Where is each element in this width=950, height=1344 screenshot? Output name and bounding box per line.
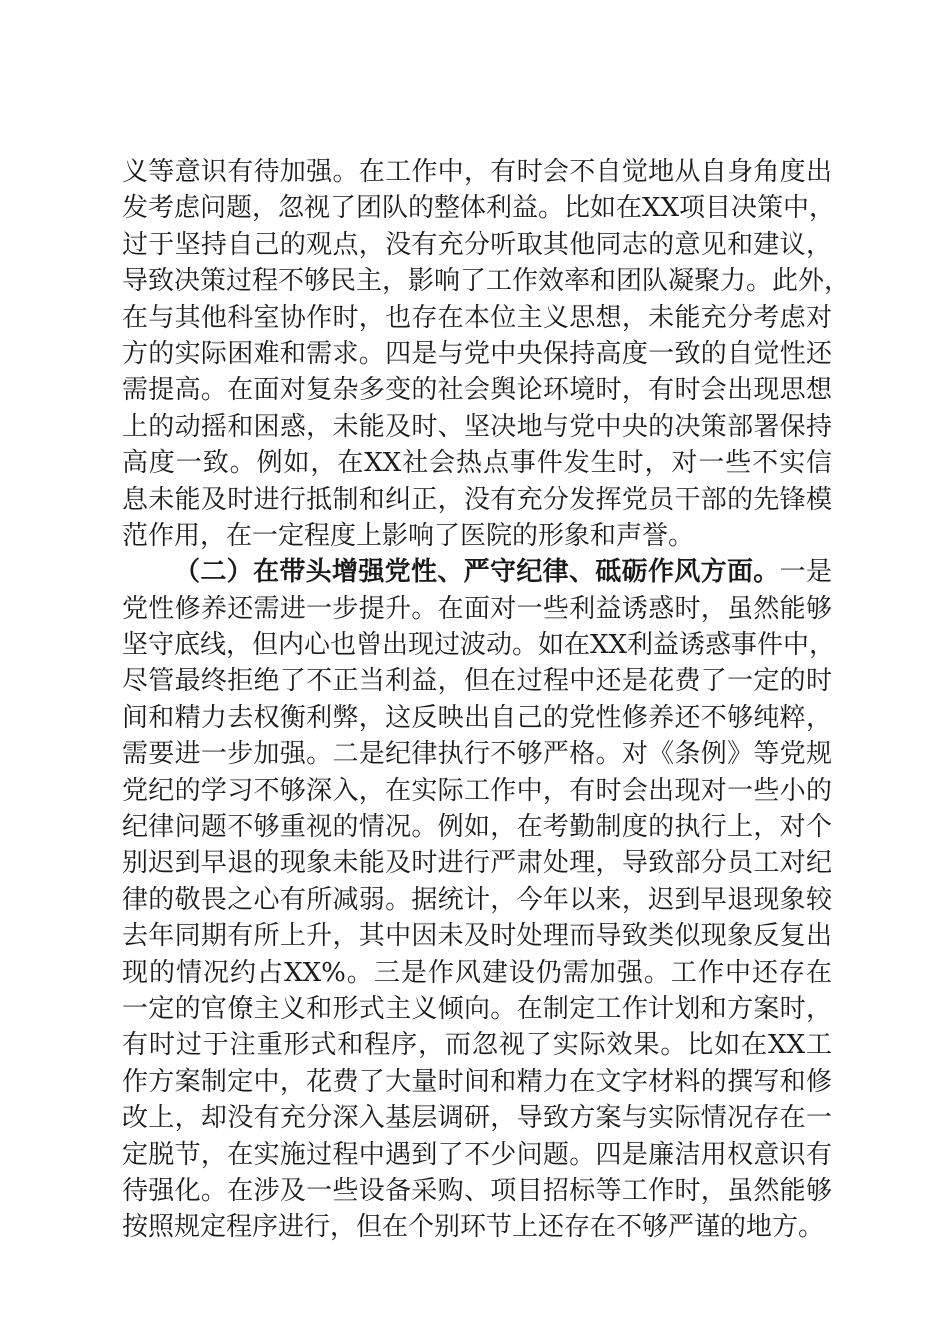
paragraph-1-line: 上的动摇和困惑，未能及时、坚决地与党中央的决策部署保持 xyxy=(122,411,832,442)
paragraph-2-line: 党性修养还需进一步提升。在面对一些利益诱惑时，虽然能够 xyxy=(122,593,832,624)
paragraph-2-line: 改上，却没有充分深入基层调研，导致方案与实际情况存在一 xyxy=(122,1103,832,1134)
paragraph-2-line: 别迟到早退的现象未能及时进行严肃处理，导致部分员工对纪 xyxy=(122,848,832,879)
paragraph-1-line: 发考虑问题，忽视了团队的整体利益。比如在XX项目决策中， xyxy=(122,193,836,224)
paragraph-1-line: 导致决策过程不够民主，影响了工作效率和团队凝聚力。此外， xyxy=(122,266,851,297)
paragraph-2-first-line-text: 一是 xyxy=(779,557,832,588)
paragraph-1-line: 需提高。在面对复杂多变的社会舆论环境时，有时会出现思想 xyxy=(122,375,832,406)
paragraph-2-first-line xyxy=(122,554,832,590)
paragraph-2-line: 去年同期有所上升，其中因未及时处理而导致类似现象反复出 xyxy=(122,921,832,952)
paragraph-2 xyxy=(122,554,836,1245)
paragraph-2-line: 定脱节，在实施过程中遇到了不少问题。四是廉洁用权意识有 xyxy=(122,1139,832,1170)
paragraph-2-line: 一定的官僚主义和形式主义倾向。在制定工作计划和方案时， xyxy=(122,993,832,1024)
paragraph-2-line: 党纪的学习不够深入，在实际工作中，有时会出现对一些小的 xyxy=(122,775,832,806)
paragraph-2-line: 作方案制定中，花费了大量时间和精力在文字材料的撰写和修 xyxy=(122,1066,832,1097)
paragraph-2-line: 按照规定程序进行，但在个别环节上还存在不够严谨的地方。 xyxy=(122,1212,825,1243)
paragraph-2-line: 需要进一步加强。二是纪律执行不够严格。对《条例》等党规 xyxy=(122,739,832,770)
paragraph-1-line: 过于坚持自己的观点，没有充分听取其他同志的意见和建议， xyxy=(122,229,832,260)
paragraph-1-line: 方的实际困难和需求。四是与党中央保持高度一致的自觉性还 xyxy=(122,338,832,369)
paragraph-2-line: 待强化。在涉及一些设备采购、项目招标等工作时，虽然能够 xyxy=(122,1175,832,1206)
paragraph-2-line: 尽管最终拒绝了不正当利益，但在过程中还是花费了一定的时 xyxy=(122,666,832,697)
paragraph-2-line: 现的情况约占XX%。三是作风建设仍需加强。工作中还存在 xyxy=(122,957,832,988)
section-heading: （二）在带头增强党性、严守纪律、砥砺作风方面。 xyxy=(174,557,780,588)
paragraph-2-line: 有时过于注重形式和程序，而忽视了实际效果。比如在XX工 xyxy=(122,1030,832,1061)
paragraph-2-line: 间和精力去权衡利弊，这反映出自己的党性修养还不够纯粹， xyxy=(122,702,832,733)
paragraph-2-line: 坚守底线，但内心也曾出现过波动。如在XX利益诱惑事件中， xyxy=(122,630,836,661)
paragraph-1-line: 范作用，在一定程度上影响了医院的形象和声誉。 xyxy=(122,520,695,551)
paragraph-2-line: 纪律问题不够重视的情况。例如，在考勤制度的执行上，对个 xyxy=(122,812,832,843)
paragraph-1-line: 高度一致。例如，在XX社会热点事件发生时，对一些不实信 xyxy=(122,448,832,479)
paragraph-1-line: 在与其他科室协作时，也存在本位主义思想，未能充分考虑对 xyxy=(122,302,832,333)
paragraph-1-line: 息未能及时进行抵制和纠正，没有充分发挥党员干部的先锋模 xyxy=(122,484,832,515)
paragraph-1 xyxy=(122,154,851,554)
paragraph-2-line: 律的敬畏之心有所减弱。据统计，今年以来，迟到早退现象较 xyxy=(122,884,832,915)
paragraph-1-line: 义等意识有待加强。在工作中，有时会不自觉地从自身角度出 xyxy=(122,157,832,187)
document-body xyxy=(122,154,851,1246)
